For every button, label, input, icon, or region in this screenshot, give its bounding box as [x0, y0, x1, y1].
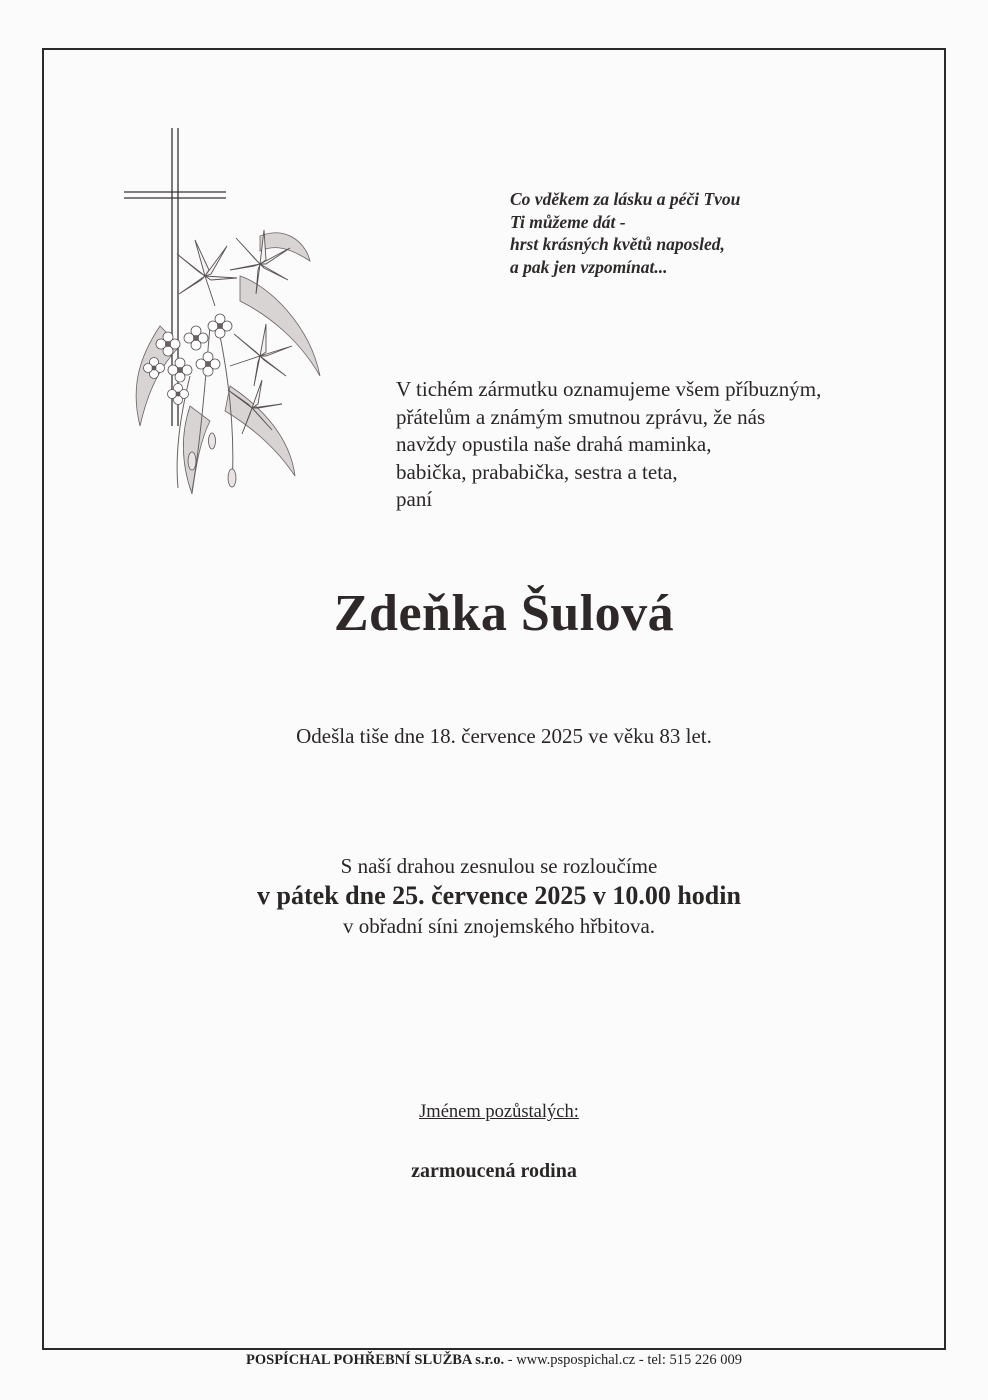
farewell-date-time: v pátek dne 25. července 2025 v 10.00 hodin	[257, 881, 741, 910]
poem-line: Ti můžeme dát -	[510, 211, 626, 232]
poem	[510, 188, 740, 278]
announcement-line: navždy opustila naše drahá maminka,	[396, 432, 712, 456]
deceased-name: Zdeňka Šulová	[333, 585, 675, 642]
poem-line: a pak jen vzpomínat...	[510, 256, 668, 277]
farewell-block	[0, 852, 988, 940]
announcement-line: babička, prababička, sestra a teta,	[396, 459, 678, 484]
family-signature: zarmoucená rodina	[411, 1160, 577, 1182]
announcement	[396, 376, 821, 514]
announcement-line: paní	[396, 487, 433, 511]
announcement-line: přátelům a známým smutnou zprávu, že nás	[396, 404, 766, 429]
on-behalf-heading: Jménem pozůstalých:	[419, 1102, 579, 1122]
footer-company: POSPÍCHAL POHŘEBNÍ SLUŽBA s.r.o.	[246, 1352, 505, 1368]
announcement-line: V tichém zármutku oznamujeme všem příbuzným,	[396, 377, 822, 401]
footer-contact: - www.pspospichal.cz - tel: 515 226 009	[504, 1352, 742, 1368]
farewell-intro: S naší drahou zesnulou se rozloučíme	[340, 854, 658, 878]
cross-with-lilies-icon	[120, 126, 330, 498]
footer	[0, 1352, 988, 1369]
poem-line: Co vděkem za lásku a péči Tvou	[510, 189, 741, 209]
poem-line: hrst krásných květů naposled,	[510, 234, 725, 254]
departed-text: Odešla tiše dne 18. července 2025 ve věku 83 let.	[296, 724, 712, 748]
farewell-location: v obřadní síni znojemského hřbitova.	[342, 914, 656, 938]
